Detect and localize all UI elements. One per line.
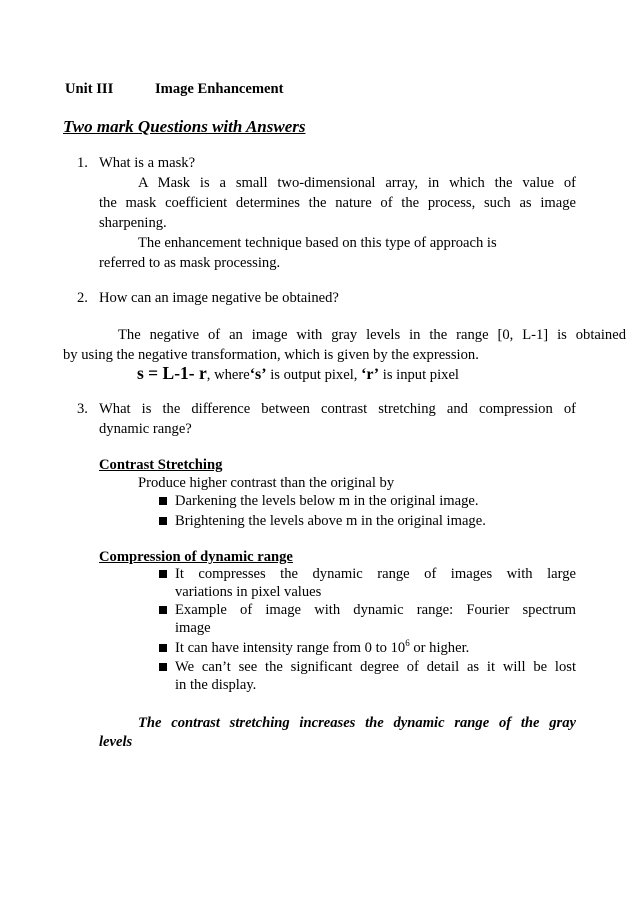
bullet-square-icon [159,644,167,652]
q1-answer-line-1: A Mask is a small two-dimensional array, in which the value of [138,175,576,191]
q2-s-symbol: ‘s’ [249,366,267,383]
bullet-square-icon [159,517,167,525]
q1-number: 1. [77,155,88,171]
contrast-heading: Contrast Stretching [99,457,223,473]
compression-bullet-2-line-1: Example of image with dynamic range: Fourier spectrum [175,602,576,618]
bullet-square-icon [159,663,167,671]
q3-question-line-1: What is the difference between contrast stretching and compression of [99,401,576,417]
unit-label: Unit III [65,81,114,97]
q2-formula-where: , where [206,367,250,383]
compression-bullet-1-line-2: variations in pixel values [175,584,322,600]
q2-question: How can an image negative be obtained? [99,290,339,306]
compression-bullet-1-line-1: It compresses the dynamic range of images with large [175,566,576,582]
q3-number: 3. [77,401,88,417]
bullet-square-icon [159,570,167,578]
compression-bullet-4-line-2: in the display. [175,677,257,693]
q2-formula-line [137,364,459,384]
section-title: Two mark Questions with Answers [63,117,306,136]
compression-bullet-4-line-1: We can’t see the significant degree of detail as it will be lost [175,659,576,675]
q2-answer-line-2: by using the negative transformation, which is given by the expression. [63,347,479,363]
compression-bullet-2-line-2: image [175,620,211,636]
bullet-square-icon [159,606,167,614]
contrast-bullet-1: Darkening the levels below m in the original image. [175,493,479,509]
contrast-intro: Produce higher contrast than the original by [138,475,395,491]
q1-answer-line-4: The enhancement technique based on this type of approach is [138,235,497,251]
conclusion-line-2: levels [99,734,133,750]
unit-topic: Image Enhancement [155,81,284,97]
compression-heading: Compression of dynamic range [99,549,293,565]
compression-bullet-3-tail: or higher. [409,640,470,656]
q1-question: What is a mask? [99,155,196,171]
bullet-square-icon [159,497,167,505]
q1-answer-line-5: referred to as mask processing. [99,255,281,271]
q1-answer-line-2: the mask coefficient determines the nature of the process, such as image [99,195,576,211]
compression-bullet-3-text: It can have intensity range from 0 to 10 [175,640,406,656]
q2-formula-output: is output pixel, [266,367,362,383]
q2-formula: s = L-1- r [137,363,207,383]
compression-bullet-3 [175,639,469,657]
q2-number: 2. [77,290,88,306]
q2-answer-line-1: The negative of an image with gray levels in the range [0, L-1] is obtained [118,327,626,343]
q1-answer-line-3: sharpening. [99,215,167,231]
q2-formula-input: is input pixel [379,367,459,383]
q3-question-line-2: dynamic range? [99,421,192,437]
conclusion-line-1: The contrast stretching increases the dynamic range of the gray [138,715,576,731]
compression-bullet-3-exponent: 6 [405,638,410,649]
contrast-bullet-2: Brightening the levels above m in the original image. [175,513,486,529]
q2-r-symbol: ‘r’ [361,366,380,383]
